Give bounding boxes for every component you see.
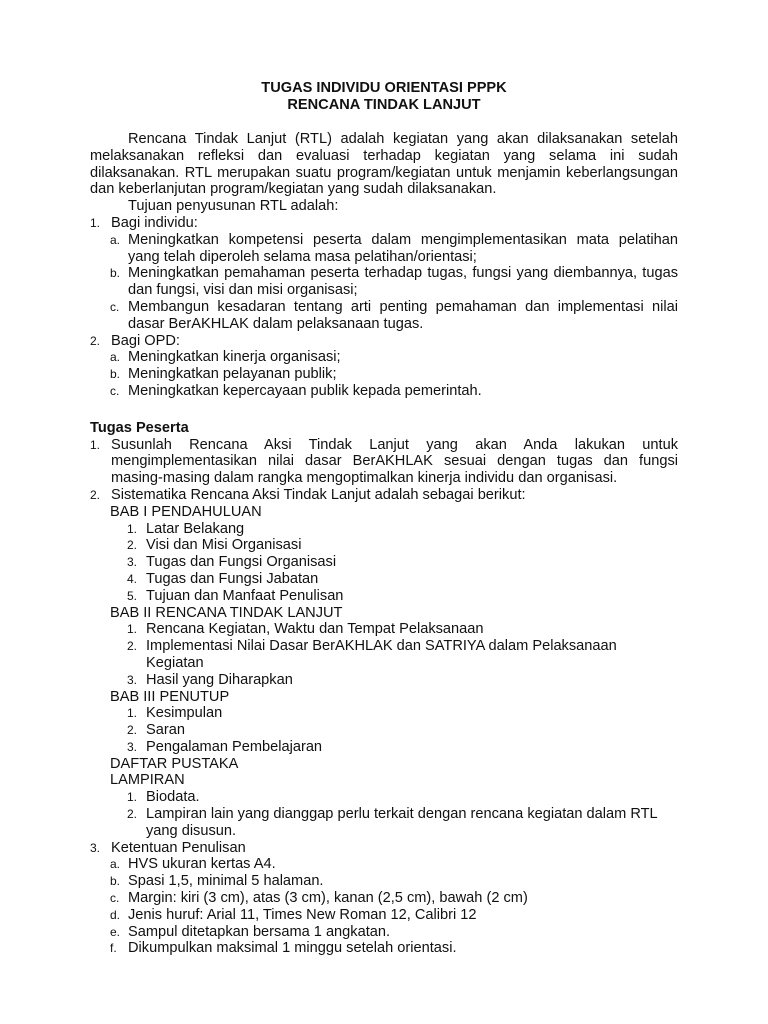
list-marker: 1. — [127, 790, 138, 805]
list-marker: 3. — [127, 672, 138, 687]
list-item-text: Implementasi Nilai Dasar BerAKHLAK dan SATRIYA dalam Pelaksanaan Kegiatan — [146, 638, 617, 671]
list-item-text: Dikumpulkan maksimal 1 minggu setelah orientasi. — [128, 940, 457, 957]
document-title: TUGAS INDIVIDU ORIENTASI PPPK — [261, 80, 507, 96]
list-subitem — [90, 349, 678, 366]
list-marker: a. — [110, 350, 121, 365]
list-subitem — [90, 856, 678, 873]
list-marker: b. — [110, 266, 121, 281]
list-item-text: Spasi 1,5, minimal 5 halaman. — [128, 873, 324, 890]
list-marker: 2. — [127, 723, 138, 738]
list-subitem — [90, 907, 678, 924]
list-item-text: Susunlah Rencana Aksi Tindak Lanjut yang akan Anda lakukan untuk mengimplementasikan nilai dasar BerAKHLAK sesuai dengan tugas dan fungsi masing-masing dalam rangka mengoptimalkan kinerja individu dan organisasi. — [111, 436, 678, 487]
list-item-text: Meningkatkan kompetensi peserta dalam mengimplementasikan mata pelatihan yang telah diperoleh selama masa pelatihan/orientasi; — [128, 231, 678, 265]
list-item-text: HVS ukuran kertas A4. — [128, 856, 276, 873]
list-marker: 3. — [90, 840, 101, 855]
list-marker: 2. — [90, 333, 101, 348]
list-subitem — [90, 554, 678, 571]
list-item-bagi-individu — [90, 215, 678, 232]
list-subitem — [90, 521, 678, 538]
list-marker: 2. — [90, 487, 101, 502]
list-item-text: Sampul ditetapkan bersama 1 angkatan. — [128, 923, 391, 940]
list-item — [90, 840, 678, 857]
list-marker: b. — [110, 367, 121, 382]
list-subitem — [90, 383, 678, 400]
list-item-bagi-opd — [90, 333, 678, 350]
list-marker: a. — [110, 232, 121, 247]
list-item-text: Meningkatkan kinerja organisasi; — [128, 349, 341, 366]
intro-paragraph: Rencana Tindak Lanjut (RTL) adalah kegiatan yang akan dilaksanakan setelah melaksanakan refleksi dan evaluasi terhadap kegiatan yang selama ini sudah dilaksanakan. RTL merupakan suatu program/kegiatan untuk menjamin keberlangsungan dan keberlanjutan program/kegiatan yang sudah dilaksanakan. — [90, 131, 678, 198]
list-marker: c. — [110, 383, 120, 398]
list-subitem — [90, 806, 678, 840]
list-marker: a. — [110, 857, 121, 872]
list-marker: 2. — [127, 538, 138, 553]
list-subitem — [90, 873, 678, 890]
list-subitem — [90, 940, 678, 957]
list-subitem — [90, 705, 678, 722]
list-subitem — [90, 299, 678, 333]
list-subitem — [90, 537, 678, 554]
list-item-text: Hasil yang Diharapkan — [146, 671, 293, 688]
document-subtitle: RENCANA TINDAK LANJUT — [287, 97, 481, 113]
list-item-text: Kesimpulan — [146, 705, 223, 722]
list-subitem — [90, 672, 678, 689]
list-marker: f. — [110, 941, 117, 956]
list-marker: d. — [110, 907, 121, 922]
list-item-text: Tugas dan Fungsi Organisasi — [146, 554, 337, 571]
list-item-text: Sistematika Rencana Aksi Tindak Lanjut adalah sebagai berikut: — [111, 486, 526, 503]
list-marker: 5. — [127, 588, 138, 603]
list-item-text: Ketentuan Penulisan — [111, 839, 246, 856]
list-marker: b. — [110, 874, 121, 889]
list-marker: e. — [110, 924, 121, 939]
list-subitem — [90, 588, 678, 605]
bab-heading: BAB II RENCANA TINDAK LANJUT — [110, 604, 343, 621]
tujuan-intro: Tujuan penyusunan RTL adalah: — [128, 198, 339, 215]
list-marker: 1. — [127, 521, 138, 536]
list-subitem — [90, 890, 678, 907]
list-marker: 1. — [127, 622, 138, 637]
list-marker: 2. — [127, 807, 138, 822]
list-marker: 4. — [127, 571, 138, 586]
list-marker: 3. — [127, 555, 138, 570]
list-marker: 1. — [90, 215, 101, 230]
list-item-text: Tujuan dan Manfaat Penulisan — [146, 587, 344, 604]
list-item-text: Rencana Kegiatan, Waktu dan Tempat Pelaksanaan — [146, 621, 484, 638]
bab-heading: BAB I PENDAHULUAN — [110, 503, 262, 520]
list-item-text: Pengalaman Pembelajaran — [146, 738, 323, 755]
list-item — [90, 487, 678, 504]
list-marker: 1. — [90, 437, 101, 452]
list-marker: 3. — [127, 739, 138, 754]
list-marker: 2. — [127, 639, 138, 654]
list-item-text: Tugas dan Fungsi Jabatan — [146, 570, 319, 587]
lampiran-heading: LAMPIRAN — [110, 772, 185, 789]
list-marker: c. — [110, 891, 120, 906]
list-item-label: Bagi OPD: — [111, 332, 180, 349]
list-subitem — [90, 739, 678, 756]
list-subitem — [90, 571, 678, 588]
bab-heading: BAB III PENUTUP — [110, 688, 230, 705]
list-item-text: Membangun kesadaran tentang arti penting pemahaman dan implementasi nilai dasar BerAKHLAK dalam pelaksanaan tugas. — [128, 298, 678, 332]
list-item-text: Margin: kiri (3 cm), atas (3 cm), kanan (2,5 cm), bawah (2 cm) — [128, 890, 528, 907]
list-item-text: Latar Belakang — [146, 520, 245, 537]
daftar-pustaka-heading: DAFTAR PUSTAKA — [110, 755, 239, 772]
list-item-text: Meningkatkan pelayanan publik; — [128, 366, 337, 383]
list-item-label: Bagi individu: — [111, 214, 198, 231]
list-item-text: Saran — [146, 722, 185, 739]
list-subitem — [90, 789, 678, 806]
list-item-text: Meningkatkan pemahaman peserta terhadap tugas, fungsi yang diembannya, tugas dan fungsi, visi dan misi organisasi; — [128, 265, 678, 299]
list-item-text: Lampiran lain yang dianggap perlu terkait dengan rencana kegiatan dalam RTL yang disusun. — [146, 806, 658, 839]
list-marker: 1. — [127, 706, 138, 721]
list-item — [90, 437, 678, 487]
list-marker: c. — [110, 299, 120, 314]
list-subitem — [90, 924, 678, 941]
section-heading-tugas-peserta: Tugas Peserta — [90, 419, 189, 436]
list-subitem — [90, 722, 678, 739]
list-item-text: Meningkatkan kepercayaan publik kepada pemerintah. — [128, 382, 482, 399]
list-item-text: Biodata. — [146, 789, 200, 806]
list-subitem — [90, 265, 678, 299]
list-subitem — [90, 366, 678, 383]
list-subitem — [90, 621, 678, 638]
list-subitem — [90, 638, 678, 672]
list-item-text: Jenis huruf: Arial 11, Times New Roman 12, Calibri 12 — [128, 906, 477, 923]
list-subitem — [90, 232, 678, 266]
list-item-text: Visi dan Misi Organisasi — [146, 537, 302, 554]
